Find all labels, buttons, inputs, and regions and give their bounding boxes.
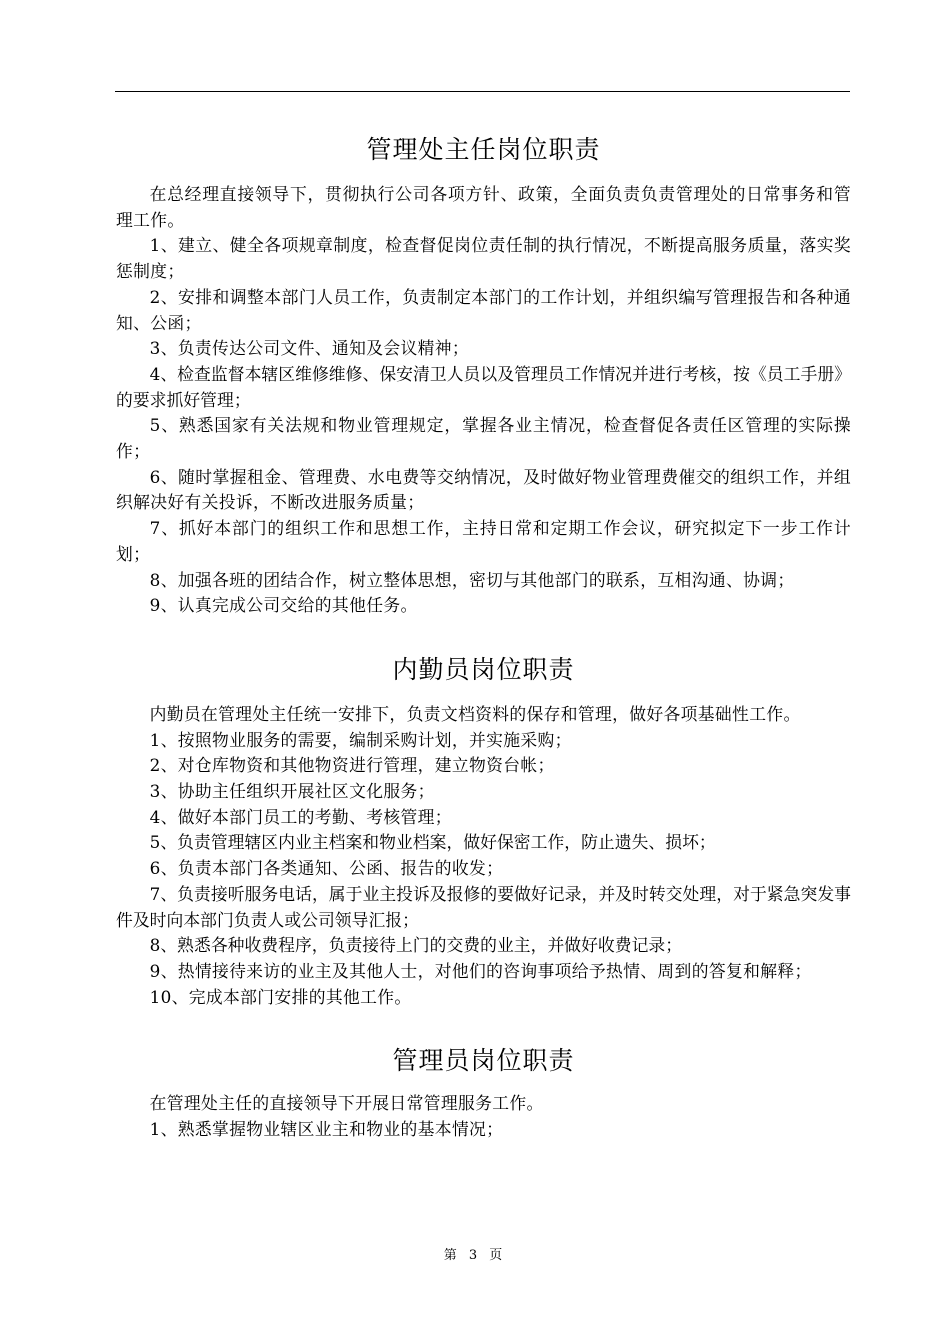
paragraph: 1、建立、健全各项规章制度，检查督促岗位责任制的执行情况，不断提高服务质量，落实奖惩制度； xyxy=(116,235,851,282)
paragraph: 9、认真完成公司交给的其他任务。 xyxy=(149,595,418,616)
paragraph: 9、热情接待来访的业主及其他人士，对他们的咨询事项给予热情、周到的答复和解释； xyxy=(149,960,812,981)
section-title-clerk: 内勤员岗位职责 xyxy=(392,654,575,684)
paragraph: 4、检查监督本辖区维修维修、保安清卫人员以及管理员工作情况并进行考核，按《员工手册》的要求抓好管理； xyxy=(116,363,851,410)
paragraph: 10、完成本部门安排的其他工作。 xyxy=(149,986,412,1007)
paragraph: 6、负责本部门各类通知、公函、报告的收发； xyxy=(149,858,504,879)
paragraph: 5、熟悉国家有关法规和物业管理规定，掌握各业主情况，检查督促各责任区管理的实际操作； xyxy=(116,415,851,462)
section-title-manager: 管理员岗位职责 xyxy=(392,1046,575,1076)
paragraph: 在总经理直接领导下，贯彻执行公司各项方针、政策，全面负责负责管理处的日常事务和管理工作。 xyxy=(116,184,851,230)
paragraph: 7、抓好本部门的组织工作和思想工作，主持日常和定期工作会议，研究拟定下一步工作计划； xyxy=(116,518,851,564)
paragraph: 3、协助主任组织开展社区文化服务； xyxy=(149,781,435,802)
paragraph: 在管理处主任的直接领导下开展日常管理服务工作。 xyxy=(149,1093,544,1114)
paragraph: 8、加强各班的团结合作，树立整体思想，密切与其他部门的联系，互相沟通、协调； xyxy=(149,569,795,590)
document-body xyxy=(116,128,851,1143)
paragraph: 3、负责传达公司文件、通知及会议精神； xyxy=(149,338,469,359)
paragraph: 2、安排和调整本部门人员工作，负责制定本部门的工作计划，并组织编写管理报告和各种通知、公函； xyxy=(116,286,851,333)
paragraph: 1、按照物业服务的需要，编制采购计划，并实施采购； xyxy=(149,729,572,750)
paragraph: 2、对仓库物资和其他物资进行管理，建立物资台帐； xyxy=(149,755,555,776)
page-number: 第 3 页 xyxy=(443,1248,507,1263)
paragraph: 内勤员在管理处主任统一安排下，负责文档资料的保存和管理，做好各项基础性工作。 xyxy=(149,703,801,724)
paragraph: 1、熟悉掌握物业辖区业主和物业的基本情况； xyxy=(149,1119,504,1140)
header-rule xyxy=(115,91,850,92)
paragraph: 7、负责接听服务电话，属于业主投诉及报修的要做好记录，并及时转交处理，对于紧急突发事件及时向本部门负责人或公司领导汇报； xyxy=(116,883,851,930)
paragraph: 5、负责管理辖区内业主档案和物业档案，做好保密工作，防止遗失、损坏； xyxy=(149,832,716,853)
section-title-director: 管理处主任岗位职责 xyxy=(366,135,601,164)
paragraph: 8、熟悉各种收费程序，负责接待上门的交费的业主，并做好收费记录； xyxy=(149,935,683,956)
paragraph: 6、随时掌握租金、管理费、水电费等交纳情况，及时做好物业管理费催交的组织工作，并组织解决好有关投诉，不断改进服务质量； xyxy=(116,466,851,513)
paragraph: 4、做好本部门员工的考勤、考核管理； xyxy=(149,806,452,827)
